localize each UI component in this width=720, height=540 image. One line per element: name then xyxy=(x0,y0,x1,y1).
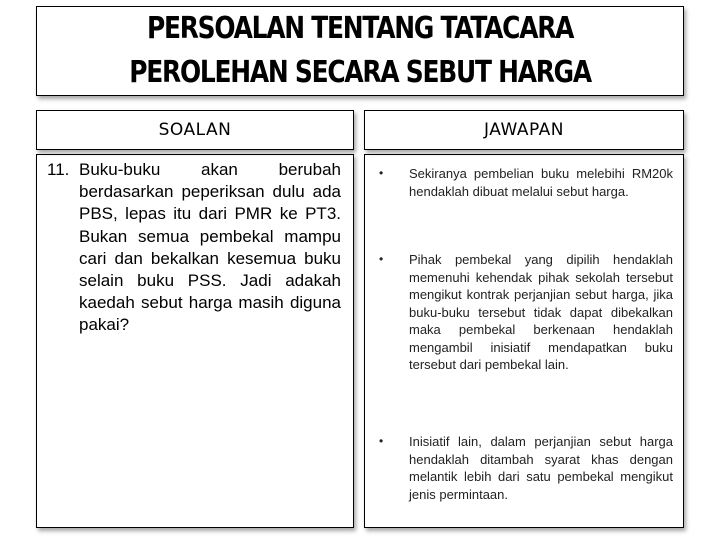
question-text: Buku-buku akan berubah berdasarkan peperiksan dulu ada PBS, lepas itu dari PMR ke PT3. Bukan semua pembekal mampu cari dan bekalkan kesemua buku selain buku PSS. Jadi adakah kaedah sebut harga masih diguna pakai? xyxy=(79,160,341,335)
question-item xyxy=(47,159,341,337)
question-number: 11. xyxy=(47,160,70,179)
answer-text: Pihak pembekal yang dipilih hendaklah memenuhi kehendak pihak sekolah tersebut mengikut kontrak perjanjian sebut harga, jika buku-buku tersebut tidak dapat dibekalkan maka pembekal berkenaan hendaklah mengambil inisiatif mendapatkan buku tersebut dari pembekal lain. xyxy=(409,252,673,372)
title-line-1: PERSOALAN TENTANG TATACARA xyxy=(146,11,574,46)
soalan-cell xyxy=(36,154,354,528)
bullet-icon: • xyxy=(379,166,384,180)
slide-title xyxy=(129,7,591,95)
soalan-header: SOALAN xyxy=(36,110,354,150)
answer-text: Inisiatif lain, dalam perjanjian sebut harga hendaklah ditambah syarat khas dengan melantik lebih dari satu pembekal mengikut jenis permintaan. xyxy=(409,434,673,502)
answer-item xyxy=(373,433,673,503)
answer-item xyxy=(373,251,673,374)
title-box xyxy=(36,6,684,96)
jawapan-cell xyxy=(364,154,684,528)
bullet-icon: • xyxy=(379,434,384,448)
title-line-2: PEROLEHAN SECARA SEBUT HARGA xyxy=(129,55,591,90)
answer-item xyxy=(373,165,673,200)
answer-list xyxy=(365,155,683,527)
answer-text: Sekiranya pembelian buku melebihi RM20k hendaklah dibuat melalui sebut harga. xyxy=(409,166,673,199)
jawapan-header: JAWAPAN xyxy=(364,110,684,150)
bullet-icon: • xyxy=(379,252,384,266)
